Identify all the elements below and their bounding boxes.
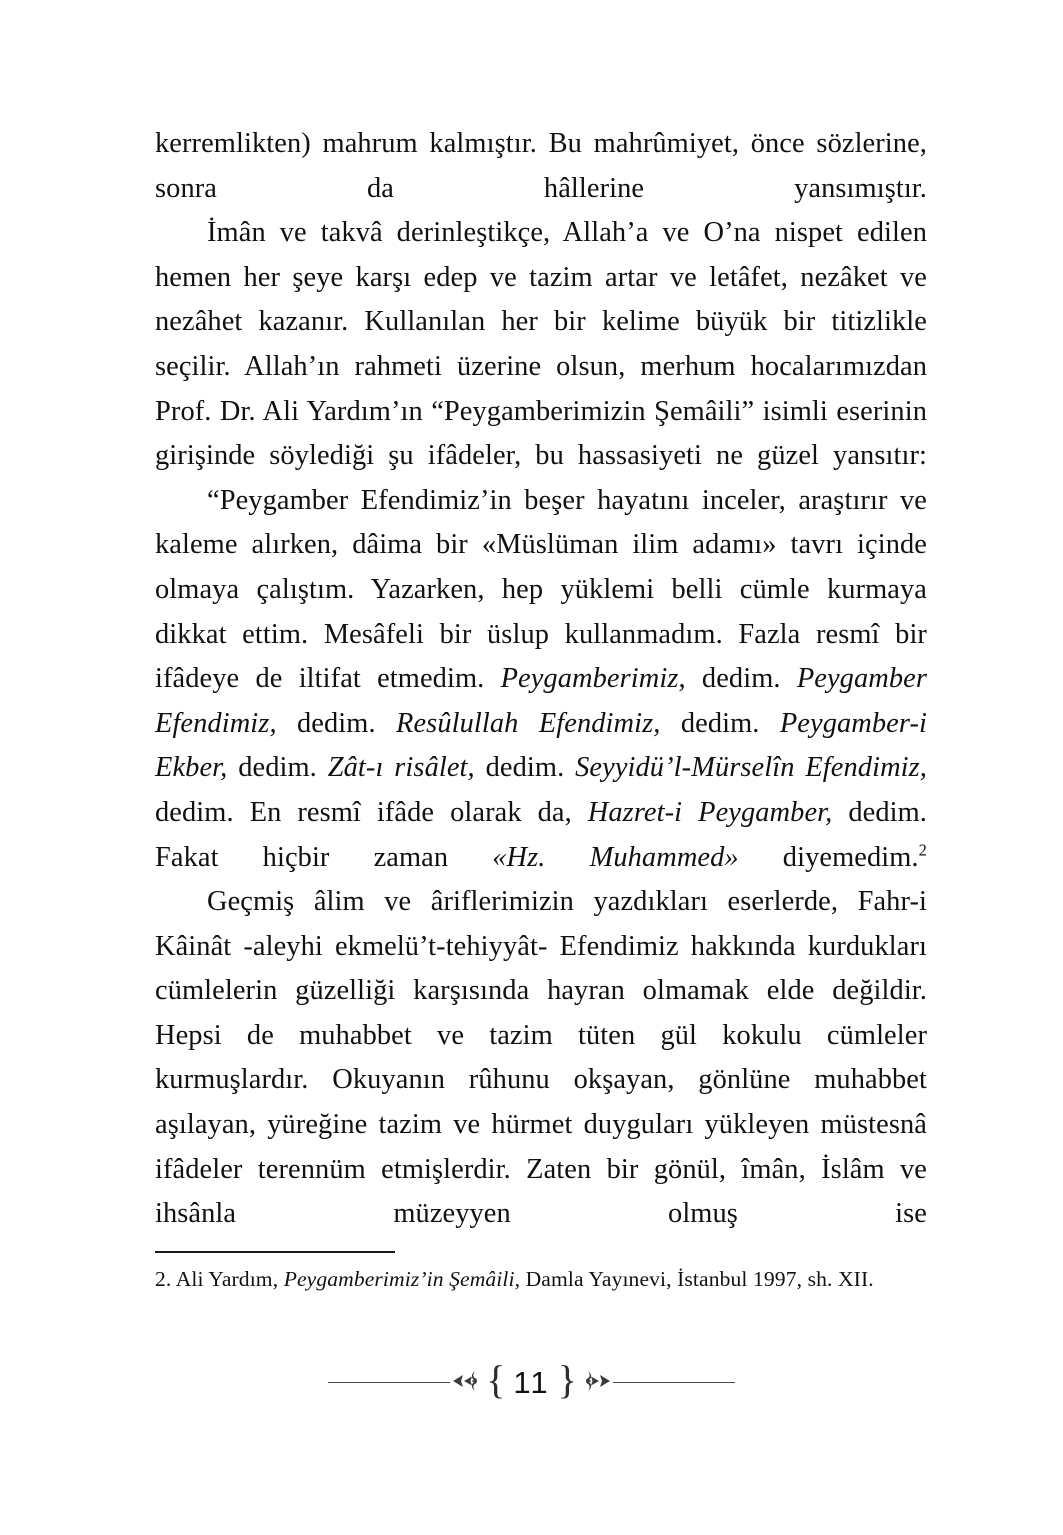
quote-run-0: “Peygamber Efendimiz’in beşer hayatını inceler, araştırır ve kaleme alırken, dâima bir «Müslüman ilim adamı» tavrı içinde olmaya çalıştım. Yazarken, hep yüklemi belli cümle kurmaya dikkat ettim. Mesâfeli bir üslup kullanmadım. Fazla resmî bir ifâdeye de iltifat etmedim. — [155, 484, 927, 695]
quote-run-12: dedim. En resmî ifâde olarak da, — [155, 796, 588, 828]
footnote-run-2: , Damla Yayınevi, İstanbul 1997, sh. XII. — [514, 1267, 874, 1291]
footnote-run-0: 2. Ali Yardım, — [155, 1267, 284, 1291]
right-brace: } — [557, 1357, 577, 1402]
footnote-area — [155, 1251, 945, 1295]
title-hz-muhammed: «Hz. Muhammed» — [492, 841, 739, 873]
ornament-flourish-left-icon — [450, 1365, 486, 1397]
quote-run-4: dedim. — [276, 707, 397, 739]
footnote-separator-rule — [155, 1251, 395, 1253]
page-number: 11 — [513, 1364, 550, 1400]
footer-rule-left — [328, 1382, 450, 1383]
title-peygamber-i-ekber: Peygamber-i Ekber, — [155, 707, 927, 784]
quote-run-8: dedim. — [227, 752, 328, 784]
paragraph-text: Geçmiş âlim ve âriflerimizin yazdıkları eserlerde, Fahr-i Kâinât -aleyhi ekmelü’t-tehiyyât- Efendimiz hakkında kurdukları cümlelerin güzelliği karşısında hayran olmamak elde değildir. Hepsi de muhabbet ve tazim tüten gül kokulu cümleler kurmuşlardır. Okuyanın rûhunu okşayan, gönlüne muhabbet aşılayan, yüreğine tazim ve hürmet duyguları yükleyen müstesnâ ifâdeler terennüm etmişlerdir. Zaten bir gönül, îmân, İslâm ve ihsânla müzeyyen olmuş ise — [155, 886, 927, 1230]
title-hazret-i-peygamber: Hazret-i Peygamber, — [587, 796, 833, 828]
quote-run-10: dedim. — [474, 752, 576, 784]
title-peygamberimiz: Peygamberimiz, — [500, 663, 686, 695]
title-seyyidul-murselin-efendimiz: Seyyidü’l-Mürselîn Efendimiz, — [575, 752, 928, 784]
footnote-book-title: Peygamberimiz’in Şemâili — [283, 1267, 515, 1291]
quote-run-2: dedim. — [685, 663, 797, 695]
body-text-block — [155, 122, 927, 1237]
title-peygamber-efendimiz: Peygamber Efendimiz, — [155, 663, 927, 739]
paragraph-quotation — [155, 479, 927, 880]
quote-run-14: dedim. Fakat hiçbir zaman — [155, 796, 927, 873]
page-footer-ornament — [0, 1357, 1063, 1402]
title-zat-i-risalet: Zât-ı risâlet, — [327, 752, 475, 784]
paragraph-text: kerremlikten) mahrum kalmıştır. Bu mahrûmiyet, önce sözlerine, sonra da hâllerine yansımıştır. — [155, 128, 927, 204]
footer-rule-right — [613, 1382, 735, 1383]
paragraph-gecmis-alim — [155, 880, 927, 1237]
paragraph-continuation — [155, 122, 927, 211]
footnote-reference-2[interactable]: 2 — [918, 840, 927, 860]
quote-run-16: diyemedim. — [738, 841, 919, 873]
paragraph-text: İmân ve takvâ derinleştikçe, Allah’a ve O’na nispet edilen hemen her şeye karşı edep ve tazim artar ve letâfet, nezâket ve nezâhet kazanır. Kullanılan her bir kelime büyük bir titizlikle seçilir. Allah’ın rahmeti üzerine olsun, merhum hocalarımızdan Prof. Dr. Ali Yardım’ın “Peygamberimizin Şemâili” isimli eserinin girişinde söylediği şu ifâdeler, bu hassasiyeti ne güzel yansıtır: — [155, 217, 927, 472]
left-brace: { — [486, 1357, 506, 1402]
paragraph-iman-takva — [155, 211, 927, 479]
footnote-entry-2 — [155, 1263, 945, 1295]
ornament-flourish-right-icon — [577, 1365, 613, 1397]
title-resulullah-efendimiz: Resûlullah Efendimiz, — [396, 707, 661, 739]
quote-run-6: dedim. — [660, 707, 780, 739]
